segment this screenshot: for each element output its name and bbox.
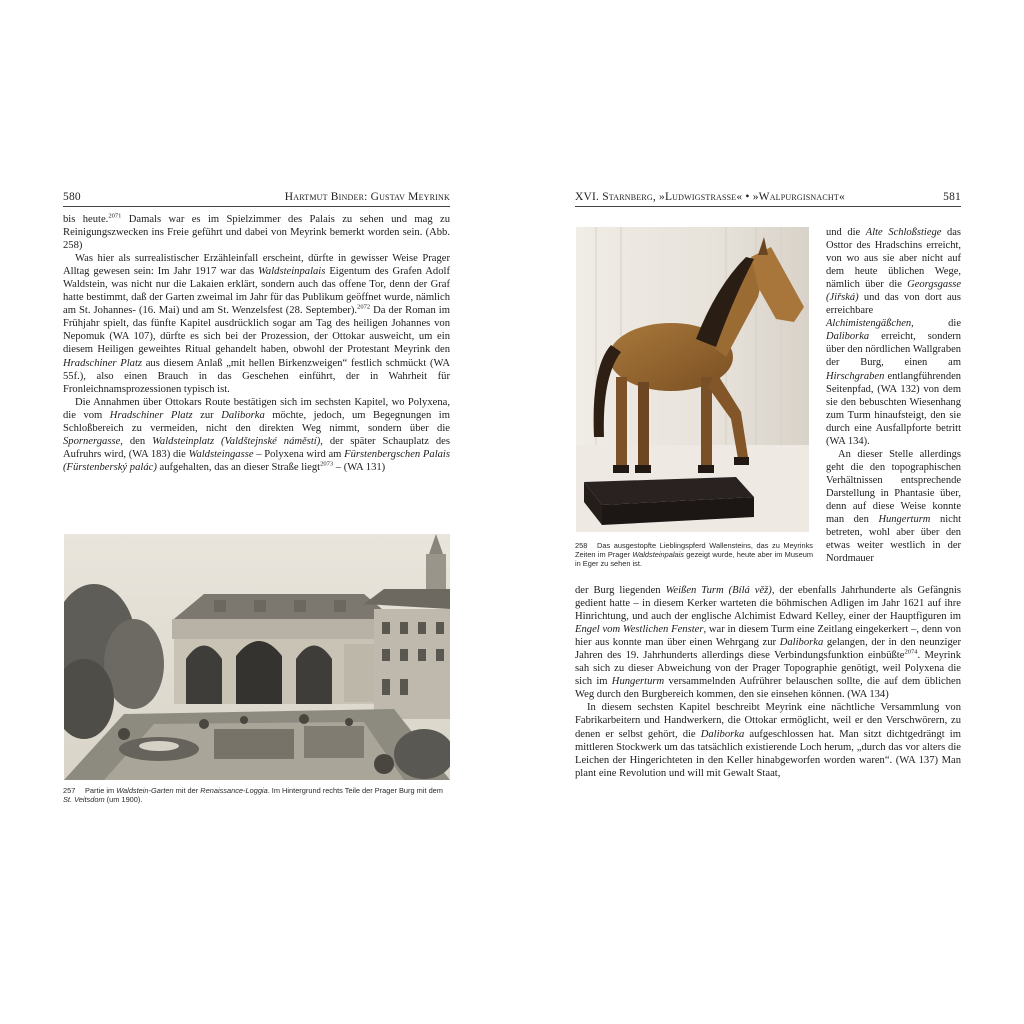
figure-caption-text: Partie im Waldstein-Garten mit der Renaissance-Loggia. Im Hintergrund rechts Teile der Prager Burg mit dem St. Veitsdom (um 1900). bbox=[63, 786, 443, 804]
running-head: XVI. Starnberg, »Ludwigstrasse« • »Walpurgisnacht« bbox=[575, 191, 845, 203]
figure-number: 258 bbox=[575, 541, 588, 550]
running-head: Hartmut Binder: Gustav Meyrink bbox=[284, 191, 450, 203]
header-rule bbox=[63, 206, 450, 207]
page-number: 581 bbox=[943, 191, 961, 203]
header-rule bbox=[575, 206, 961, 207]
paragraph: bis heute.$^{2071}$ Damals war es im Spielzimmer des Palais zu sehen und mag zu Reinigungszwecken ins Freie geführt und dabei von Meyrink bemerkt worden sein. (Abb. 258) bbox=[63, 212, 450, 252]
figure-caption-258 bbox=[575, 541, 813, 568]
figure-number: 257 bbox=[63, 786, 76, 795]
paragraph: und die Alte Schloßstiege das Osttor des Hradschins erreicht, von wo aus sie aber nicht auf dem heute üblichen Wege, nämlich über die Georgsgasse (Jiřská) und das von dort aus erreichbare Alchimistengäßchen, die Daliborka erreicht, sondern über den nördlichen Wallgraben der Burg, einen am Hirschgraben entlangführenden Seitenpfad, (WA 132) von dem sie den bebuschten Wiesenhang zum Turm hinaufsteigt, den sie durch eine Ausfallpforte betritt (WA 134). bbox=[826, 227, 961, 447]
paragraph: An dieser Stelle allerdings geht die den topographischen Verhältnissen entsprechende Darstellung in Phantasie über, denn auf diese Weise konnte man den Hungerturm nicht betreten, wohl aber über den etwas weiter westlich in der Nordmauer bbox=[826, 448, 961, 565]
stuffed-horse-photo bbox=[576, 227, 809, 532]
right-page bbox=[512, 0, 1024, 1024]
paragraph: der Burg liegenden Weißen Turm (Bílá věž), der ebenfalls Jahrhunderte als Gefängnis gedient hatte – in diesem Kerker warteten die böhmischen Adligen im Jahr 1621 auf ihre Hinrichtung, und auch der englische Alchimist Edward Kelley, einer der Hauptfiguren im Engel vom Westlichen Fenster, war in diesem Turm eine Zeitlang eingekerkert –, denn von hier aus konnte man über einen Wehrgang zur Daliborka gelangen, der in den neunziger Jahren des 19. Jahrhunderts allerdings diese Verbindungsfunktion einbüßte$^{2074}$. Meyrink sah sich zu dieser Abweichung von der Prager Topographie genötigt, weil Polyxena die sich im Hungerturm versammelnden Aufrührer belauschen sollte, die auf dem üblichen Weg durch den Burgbereich kommen, den sie einsehen können. (WA 134) bbox=[575, 585, 962, 701]
side-column-text bbox=[826, 226, 961, 565]
figure-caption-text: Das ausgestopfte Lieblingspferd Wallensteins, das zu Meyrinks Zeiten im Prager Waldsteinpalais gezeigt wurde, heute aber im Museum in Eger zu sehen ist. bbox=[575, 541, 813, 568]
paragraph: In diesem sechsten Kapitel beschreibt Meyrink eine nächtliche Versammlung von Fabrikarbeitern und Handwerkern, die Ottokar ermöglicht, weil er den Verschwörern, zu denen er selbst gehört, die Daliborka aufgeschlossen hat. Man sitzt dichtgedrängt im mittleren Stockwerk um das tatsächlich existierende Loch herum, „durch das vor alters die Leichen der Hingerichteten in den Keller hinabgeworfen worden waren“. (WA 137) Man plant eine Revolution und will mit Gewalt Staat, bbox=[575, 702, 961, 779]
paragraph: Was hier als surrealistischer Erzähleinfall erscheint, dürfte in gewisser Weise Prager Alltag gewesen sein: Im Jahr 1917 war das Waldsteinpalais Eigentum des Grafen Adolf Waldstein, was nicht nur die Lakaien erklärt, sondern auch das offene Tor, denn der Graf hatte bestimmt, daß der Garten zweimal im Jahr für das Publikum geöffnet wurde, nämlich am St. Johannes- (16. Mai) und am St. Wenzelsfest (28. September).$^{2072}$ Da der Roman im Frühjahr spielt, das fünfte Kapitel ausdrücklich sogar am Tag des heiligen Johannes von Nepomuk (WA 107), dürfte es sich bei der Prozession, der Ottokar ausweicht, um ein diesem Heiligen geweihtes Ritual gehandelt haben, obwohl der Protestant Meyrink den Hradschiner Platz aus diesem Anlaß „mit hellen Birkenzweigen“ festlich schmückt (WA 55f.), also einen Brauch in das Geschehen einführt, der in Wahrheit für Fronleichnamsprozessionen typisch ist. bbox=[63, 253, 450, 395]
paragraph: Die Annahmen über Ottokars Route bestätigen sich im sechsten Kapitel, wo Polyxena, die vom Hradschiner Platz zur Daliborka möchte, jedoch, um Begegnungen im Schloßbereich zu vermeiden, nicht den direkten Weg nimmt, sondern über die Spornergasse, den Waldsteinplatz (Valdštejnské náměstí), der später Schauplatz des Aufruhrs wird, (WA 183) die Waldsteingasse – Polyxena wird am Fürstenbergschen Palais (Fürstenberský palác) aufgehalten, das an dieser Straße liegt$^{2073}$ – (WA 131) bbox=[63, 396, 450, 473]
body-text bbox=[63, 213, 450, 474]
figure-caption-257 bbox=[63, 786, 453, 804]
body-text bbox=[575, 584, 961, 780]
garden-loggia-photo bbox=[64, 534, 450, 780]
page-number: 580 bbox=[63, 191, 81, 203]
